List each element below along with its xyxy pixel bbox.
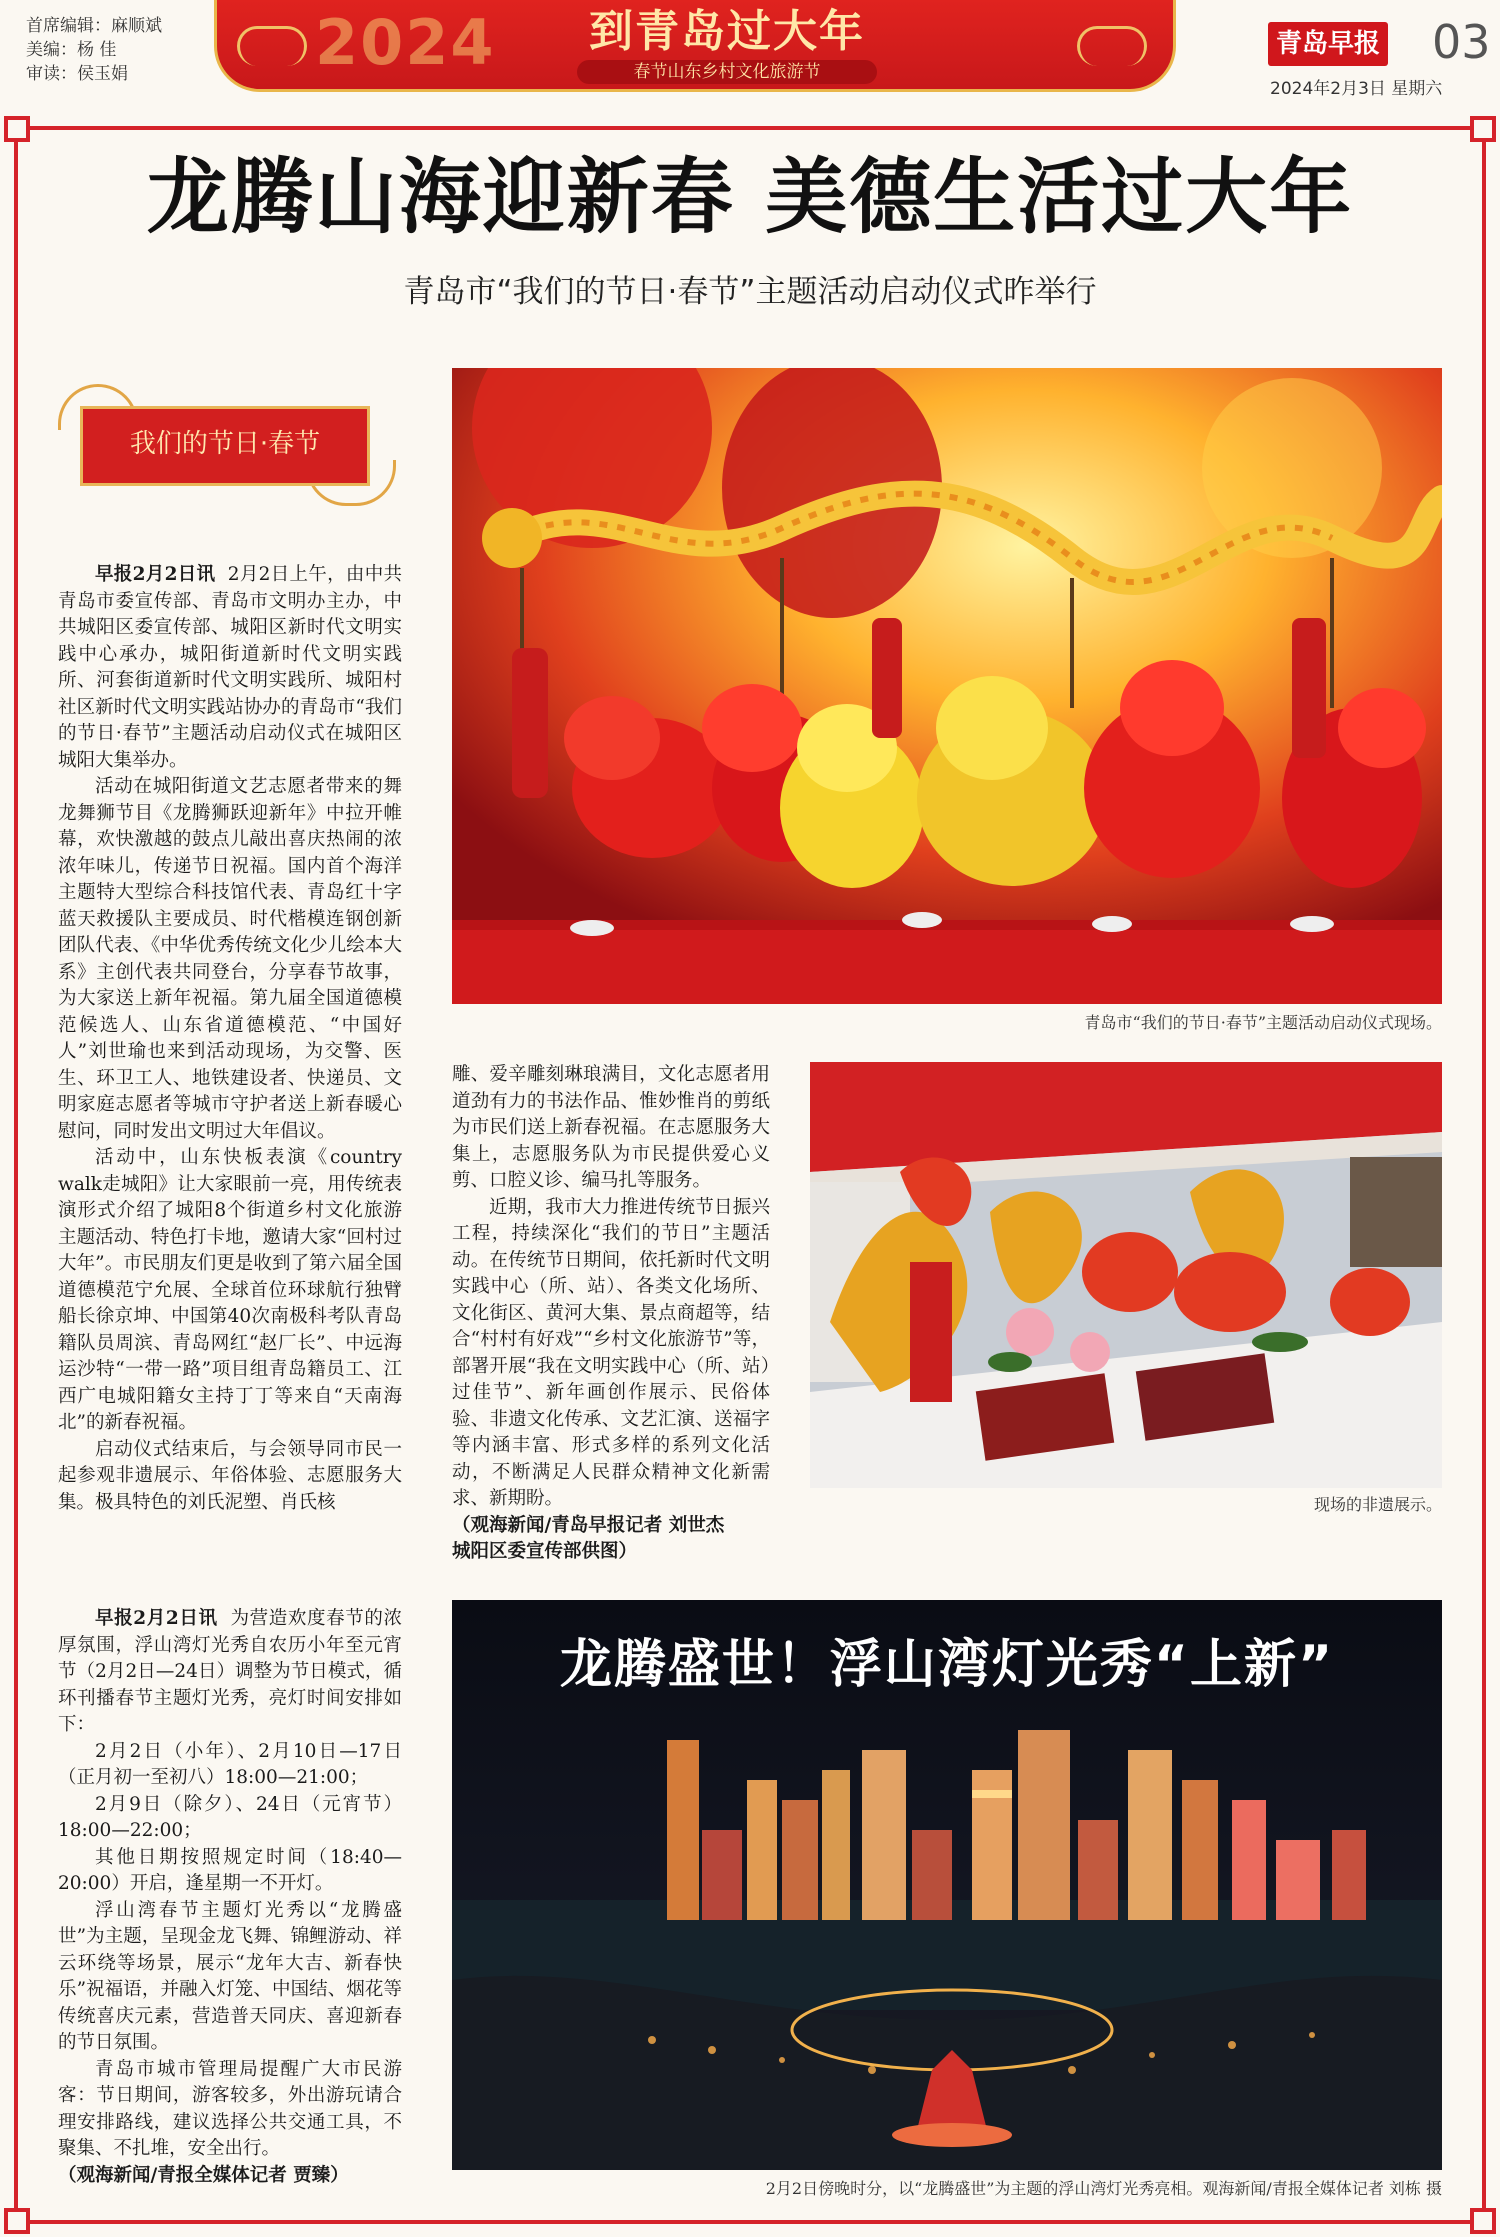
paragraph: 早报2月2日讯 为营造欢度春节的浓厚氛围，浮山湾灯光秀自农历小年至元宵节（2月2日—24日）调整为节日模式，循环刊播春节主题灯光秀，亮灯时间安排如下：: [58, 1608, 402, 1735]
masthead-logo: 青岛早报: [1268, 22, 1388, 66]
paragraph: 雕、爱辛雕刻琳琅满目，文化志愿者用道劲有力的书法作品、惟妙惟肖的剪纸为市民们送上新春祝福。在志愿服务大集上，志愿服务队为市民提供爱心义剪、口腔义诊、编马扎等服务。: [452, 1064, 770, 1191]
frame-corner: [4, 2208, 30, 2234]
photo-caption: 青岛市“我们的节日·春节”主题活动启动仪式现场。: [1084, 1013, 1442, 1032]
paragraph: 活动在城阳街道文艺志愿者带来的舞龙舞狮节目《龙腾狮跃迎新年》中拉开帷幕，欢快激越的鼓点儿敲出喜庆热闹的浓浓年味儿，传递节日祝福。国内首个海洋主题特大型综合科技馆代表、青岛红十字蓝天救援队主要成员、时代楷模连钢创新团队代表、《中华优秀传统文化少儿绘本大系》主创代表共同登台，分享春节故事，为大家送上新年祝福。第九届全国道德模范候选人、山东省道德模范、“中国好人”刘世瑜也来到活动现场，为交警、医生、环卫工人、地铁建设者、快递员、文明家庭志愿者等城市守护者送上新春暖心慰问，同时发出文明过大年倡议。: [58, 776, 402, 1142]
festival-banner: [214, 0, 1176, 92]
art-editor: 美编：杨 佳: [26, 40, 117, 60]
article-1-column-2: [452, 1062, 770, 1566]
photo-caption: 现场的非遗展示。: [1313, 1495, 1442, 1514]
dateline: 早报2月2日讯: [95, 1608, 218, 1629]
frame-corner: [1470, 2208, 1496, 2234]
photo-credit: （观海新闻/青岛早报记者 刘世杰: [452, 1514, 725, 1536]
frame-corner: [1470, 116, 1496, 142]
paragraph: 启动仪式结束后，与会领导同市民一起参观非遗展示、年俗体验、志愿服务大集。极具特色的刘氏泥塑、肖氏核: [58, 1438, 402, 1513]
paragraph: 近期，我市大力推进传统节日振兴工程，持续深化“我们的节日”主题活动。在传统节日期间，依托新时代文明实践中心（所、站）、各类文化场所、文化街区、黄河大集、景点商超等，结合“村村有好戏”“乡村文化旅游节”等，部署开展“我在文明实践中心（所、站）过佳节”、新年画创作展示、民俗体验、非遗文化传承、文艺汇演、送福字等内涵丰富、形式多样的系列文化活动，不断满足人民群众精神文化新需求、新期盼。: [452, 1196, 770, 1509]
paragraph: 2月9日（除夕）、24日（元宵节）18:00—22:00；: [58, 1793, 402, 1841]
photo-credit: 城阳区委宣传部供图）: [452, 1541, 638, 1562]
issue-date: 2024年2月3日 星期六: [1270, 79, 1443, 99]
light-show-title: 龙腾盛世！浮山湾灯光秀“上新”: [559, 1635, 1335, 1695]
paragraph: 2月2日（小年）、2月10日—17日（正月初一至初八）18:00—21:00；: [58, 1740, 402, 1788]
banner-title: 到青岛过大年: [589, 6, 865, 57]
column-badge: [58, 384, 396, 506]
headline: 龙腾山海迎新春 美德生活过大年: [146, 150, 1354, 245]
article-1-column-1: [58, 562, 402, 1516]
dateline: 早报2月2日讯: [95, 564, 216, 585]
frame-corner: [4, 116, 30, 142]
paragraph: 青岛市城市管理局提醒广大市民游客：节日期间，游客较多，外出游玩请合理安排路线，建议选择公共交通工具，不聚集、不扎堆，安全出行。: [58, 2058, 402, 2159]
lion-dance-photo: [452, 368, 1442, 1004]
photo-caption: 2月2日傍晚时分，以“龙腾盛世”为主题的浮山湾灯光秀亮相。观海新闻/青报全媒体记者 刘栋 摄: [765, 2179, 1442, 2198]
chief-editor: 首席编辑：麻顺斌: [26, 16, 162, 36]
banner-year: 2024: [315, 6, 496, 79]
paragraph: 其他日期按照规定时间（18:40—20:00）开启，逢星期一不开灯。: [58, 1846, 402, 1894]
editor-credits: [26, 14, 162, 86]
subheadline: 青岛市“我们的节日·春节”主题活动启动仪式昨举行: [403, 274, 1097, 310]
banner-subtitle: 春节山东乡村文化旅游节: [577, 60, 877, 84]
proofreader: 审读：侯玉娟: [26, 64, 128, 84]
article-2: [58, 1606, 402, 2189]
reporter-credit: （观海新闻/青报全媒体记者 贾臻）: [58, 2164, 349, 2186]
column-badge-label: 我们的节日·春节: [129, 429, 321, 459]
cloud-ornament-icon: [237, 26, 307, 66]
cloud-ornament-icon: [1077, 26, 1147, 66]
heritage-display-photo: [810, 1062, 1442, 1488]
paragraph: 早报2月2日讯 2月2日上午，由中共青岛市委宣传部、青岛市文明办主办，中共城阳区委宣传部、城阳区新时代文明实践中心承办，城阳街道新时代文明实践所、河套街道新时代文明实践所、城阳村社区新时代文明实践站协办的青岛市“我们的节日·春节”主题活动启动仪式在城阳区城阳大集举办。: [58, 564, 403, 771]
page-number: 03: [1432, 15, 1491, 69]
paragraph: 浮山湾春节主题灯光秀以“龙腾盛世”为主题，呈现金龙飞舞、锦鲤游动、祥云环绕等场景，展示“龙年大吉、新春快乐”祝福语，并融入灯笼、中国结、烟花等传统喜庆元素，营造普天同庆、喜迎新春的节日氛围。: [58, 1899, 402, 2053]
paragraph: 活动中，山东快板表演《country walk走城阳》让大家眼前一亮，用传统表演形式介绍了城阳8个街道乡村文化旅游主题活动、特色打卡地，邀请大家“回村过大年”。市民朋友们更是收到了第六届全国道德模范宁允展、全球首位环球航行独臂船长徐京坤、中国第40次南极科考队青岛籍队员周滨、青岛网红“赵厂长”、中远海运沙特“一带一路”项目组青岛籍员工、江西广电城阳籍女主持丁丁等来自“天南海北”的新春祝福。: [58, 1147, 402, 1433]
